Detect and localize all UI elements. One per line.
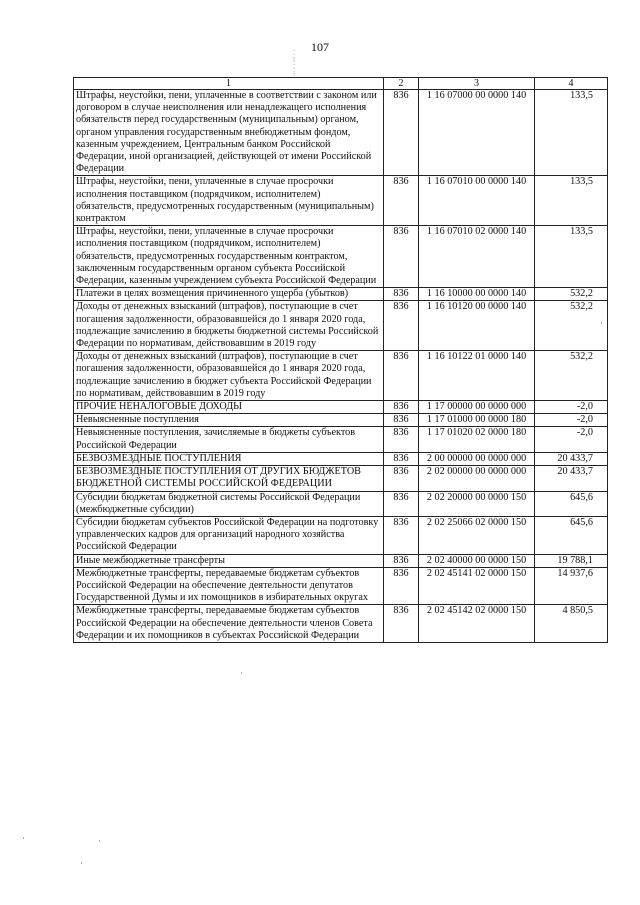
row-admin-code: 836 [384, 414, 419, 427]
table-row [74, 90, 608, 176]
row-admin-code: 836 [384, 301, 419, 351]
row-amount: 20 433,7 [535, 452, 608, 465]
row-admin-code: 836 [384, 554, 419, 567]
row-admin-code: 836 [384, 90, 419, 176]
row-budget-code: 1 17 01020 02 0000 180 [419, 427, 535, 452]
row-budget-code: 2 02 00000 00 0000 000 [419, 466, 535, 491]
table-row [74, 427, 608, 452]
table-row [74, 301, 608, 351]
row-amount: -2,0 [535, 427, 608, 452]
row-name: Невыясненные поступления [74, 414, 384, 427]
table-row [74, 226, 608, 288]
table-row [74, 605, 608, 643]
row-amount: -2,0 [535, 401, 608, 414]
row-admin-code: 836 [384, 401, 419, 414]
table-row [74, 452, 608, 465]
row-budget-code: 2 02 25066 02 0000 150 [419, 516, 535, 554]
row-budget-code: 2 02 20000 00 0000 150 [419, 491, 535, 516]
row-admin-code: 836 [384, 516, 419, 554]
table-row [74, 176, 608, 226]
row-admin-code: 836 [384, 466, 419, 491]
row-name: Межбюджетные трансферты, передаваемые бюджетам субъектов Российской Федерации на обеспечение деятельности членов Совета Федерации и их помощников в субъектах Российской Федерации [74, 605, 384, 643]
row-budget-code: 1 16 10122 01 0000 140 [419, 351, 535, 401]
row-name: Иные межбюджетные трансферты [74, 554, 384, 567]
table-row [74, 567, 608, 605]
scan-speck: · [600, 318, 603, 328]
row-budget-code: 1 16 07010 00 0000 140 [419, 176, 535, 226]
scan-speck: · [98, 836, 101, 846]
row-admin-code: 836 [384, 427, 419, 452]
header-row [74, 78, 608, 90]
scan-speck: · [240, 668, 243, 678]
row-name: БЕЗВОЗМЕЗДНЫЕ ПОСТУПЛЕНИЯ [74, 452, 384, 465]
row-amount: -2,0 [535, 414, 608, 427]
row-admin-code: 836 [384, 452, 419, 465]
row-amount: 133,5 [535, 226, 608, 288]
row-budget-code: 2 02 40000 00 0000 150 [419, 554, 535, 567]
row-name: Субсидии бюджетам субъектов Российской Федерации на подготовку управленческих кадров для организаций народного хозяйства Российской Федерации [74, 516, 384, 554]
row-amount: 4 850,5 [535, 605, 608, 643]
row-admin-code: 836 [384, 176, 419, 226]
scan-speck: · [22, 833, 25, 843]
row-name: ПРОЧИЕ НЕНАЛОГОВЫЕ ДОХОДЫ [74, 401, 384, 414]
header-col-4: 4 [535, 78, 608, 90]
header-col-3: 3 [419, 78, 535, 90]
row-budget-code: 1 17 00000 00 0000 000 [419, 401, 535, 414]
header-col-2: 2 [384, 78, 419, 90]
scan-speck: · [80, 858, 83, 868]
row-amount: 532,2 [535, 288, 608, 301]
table-row [74, 351, 608, 401]
row-amount: 19 788,1 [535, 554, 608, 567]
row-admin-code: 836 [384, 491, 419, 516]
page-number: 107 [311, 40, 329, 54]
table-row [74, 401, 608, 414]
row-name: Субсидии бюджетам бюджетной системы Российской Федерации (межбюджетные субсидии) [74, 491, 384, 516]
row-amount: 532,2 [535, 351, 608, 401]
row-budget-code: 2 02 45141 02 0000 150 [419, 567, 535, 605]
row-name: Штрафы, неустойки, пени, уплаченные в случае просрочки исполнения поставщиком (подрядчиком, исполнителем) обязательств, предусмотренных государственным (муниципальным) контрактом [74, 176, 384, 226]
table-body [74, 90, 608, 643]
row-budget-code: 1 16 07010 02 0000 140 [419, 226, 535, 288]
table-row [74, 516, 608, 554]
row-name: Доходы от денежных взысканий (штрафов), поступающие в счет погашения задолженности, образовавшейся до 1 января 2020 года, подлежащие зачислению в бюджеты бюджетной системы Российской Федерации по нормативам, действовавшим в 2019 году [74, 301, 384, 351]
row-budget-code: 2 00 00000 00 0000 000 [419, 452, 535, 465]
row-admin-code: 836 [384, 226, 419, 288]
revenue-table [73, 77, 608, 643]
row-name: Невыясненные поступления, зачисляемые в бюджеты субъектов Российской Федерации [74, 427, 384, 452]
scan-artifact: ⁚ ⁞ ⁚ ⁝ [293, 49, 296, 78]
row-amount: 645,6 [535, 516, 608, 554]
row-name: Штрафы, неустойки, пени, уплаченные в случае просрочки исполнения поставщиком (подрядчиком, исполнителем) обязательств, предусмотренных государственным контрактом, заключенным государственным органом субъекта Российской Федерации, казенным учреждением субъекта Российской Федерации [74, 226, 384, 288]
row-amount: 645,6 [535, 491, 608, 516]
row-amount: 20 433,7 [535, 466, 608, 491]
row-name: Доходы от денежных взысканий (штрафов), поступающие в счет погашения задолженности, образовавшейся до 1 января 2020 года, подлежащие зачислению в бюджет субъекта Российской Федерации по нормативам, действовавшим в 2019 году [74, 351, 384, 401]
row-admin-code: 836 [384, 567, 419, 605]
row-amount: 532,2 [535, 301, 608, 351]
row-budget-code: 1 16 07000 00 0000 140 [419, 90, 535, 176]
row-amount: 14 937,6 [535, 567, 608, 605]
row-admin-code: 836 [384, 288, 419, 301]
table-row [74, 554, 608, 567]
table-row [74, 491, 608, 516]
row-budget-code: 1 16 10120 00 0000 140 [419, 301, 535, 351]
table-row [74, 288, 608, 301]
row-name: Межбюджетные трансферты, передаваемые бюджетам субъектов Российской Федерации на обеспечение деятельности депутатов Государственной Думы и их помощников в избирательных округах [74, 567, 384, 605]
row-budget-code: 2 02 45142 02 0000 150 [419, 605, 535, 643]
row-admin-code: 836 [384, 605, 419, 643]
row-amount: 133,5 [535, 90, 608, 176]
table-row [74, 414, 608, 427]
row-name: Платежи в целях возмещения причиненного ущерба (убытков) [74, 288, 384, 301]
row-budget-code: 1 17 01000 00 0000 180 [419, 414, 535, 427]
row-amount: 133,5 [535, 176, 608, 226]
row-name: БЕЗВОЗМЕЗДНЫЕ ПОСТУПЛЕНИЯ ОТ ДРУГИХ БЮДЖЕТОВ БЮДЖЕТНОЙ СИСТЕМЫ РОССИЙСКОЙ ФЕДЕРАЦИИ [74, 466, 384, 491]
row-admin-code: 836 [384, 351, 419, 401]
row-name: Штрафы, неустойки, пени, уплаченные в соответствии с законом или договором в случае неисполнения или ненадлежащего исполнения обязательств перед государственным (муниципальным) органом, органом управления государственным внебюджетным фондом, казенным учреждением, Центральным банком Российской Федерации, иной организацией, действующей от имени Российской Федерации [74, 90, 384, 176]
header-col-1: 1 [74, 78, 384, 90]
row-budget-code: 1 16 10000 00 0000 140 [419, 288, 535, 301]
table-row [74, 466, 608, 491]
